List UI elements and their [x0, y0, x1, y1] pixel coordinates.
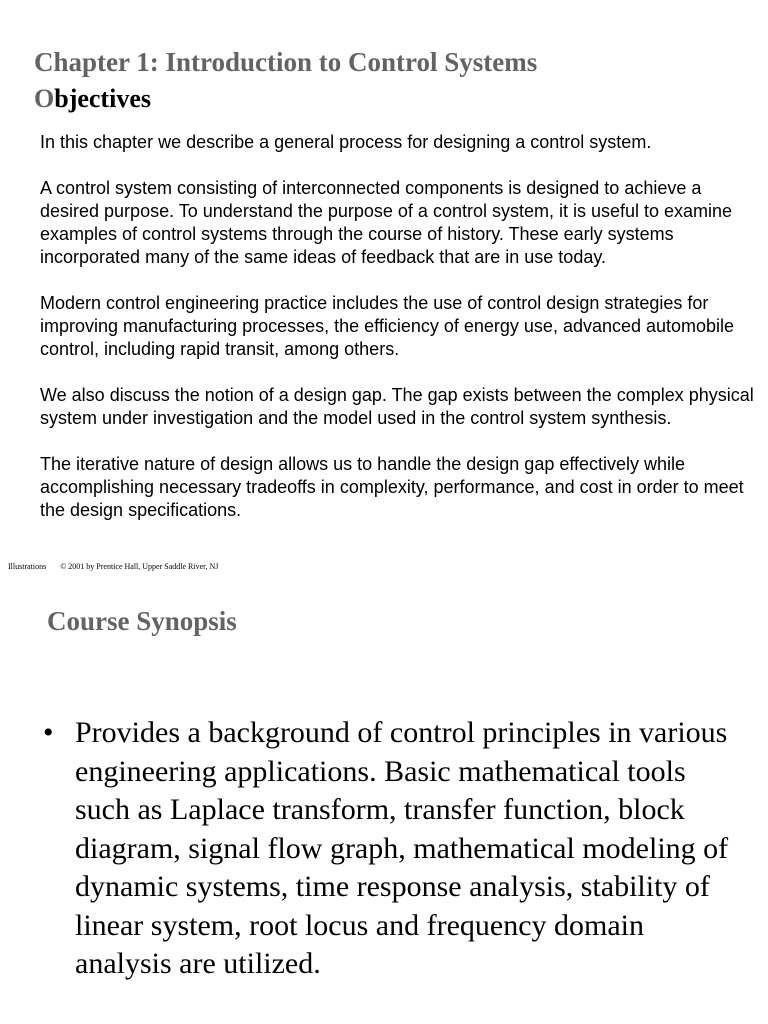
illustrations-label: Illustrations: [8, 562, 47, 571]
objectives-heading: [34, 82, 151, 116]
copyright-notice: © 2001 by Prentice Hall, Upper Saddle River, NJ: [60, 562, 219, 571]
objectives-paragraph-modern-practice: Modern control engineering practice includes the use of control design strategies for improving manufacturing processes, the efficiency of energy use, advanced automobile control, including rapid transit, among others.: [40, 293, 735, 359]
synopsis-bullet-item: [43, 714, 743, 984]
objectives-heading-rest: bjectives: [54, 84, 151, 113]
objectives-paragraph-iterative-design: The iterative nature of design allows us to handle the design gap effectively while accomplishing necessary tradeoffs in complexity, performance, and cost in order to meet the design specifications.: [40, 454, 744, 520]
objectives-paragraph-design-gap: We also discuss the notion of a design gap. The gap exists between the complex physical system under investigation and the model used in the control system synthesis.: [40, 385, 754, 428]
synopsis-bullet-list: [43, 714, 743, 984]
course-synopsis-title: Course Synopsis: [47, 606, 237, 636]
objectives-body: [40, 131, 762, 545]
illustration-credit: [8, 562, 218, 572]
bullet-icon: •: [43, 716, 54, 749]
objectives-paragraph-purpose: A control system consisting of interconnected components is designed to achieve a desired purpose. To understand the purpose of a control system, it is useful to examine examples of control systems through the course of history. These early systems incorporated many of the same ideas of feedback that are in use today.: [40, 178, 733, 267]
objectives-heading-initial: O: [34, 84, 55, 113]
chapter-title: Chapter 1: Introduction to Control Systems: [34, 47, 538, 77]
objectives-paragraph-intro: In this chapter we describe a general process for designing a control system.: [40, 132, 652, 152]
synopsis-bullet-text: Provides a background of control principles in various engineering applications. Basic mathematical tools such as Laplace transform, transfer function, block diagram, signal flow graph, mathematical modeling of dynamic systems, time response analysis, stability of linear system, root locus and frequency domain analysis are utilized.: [75, 716, 729, 980]
